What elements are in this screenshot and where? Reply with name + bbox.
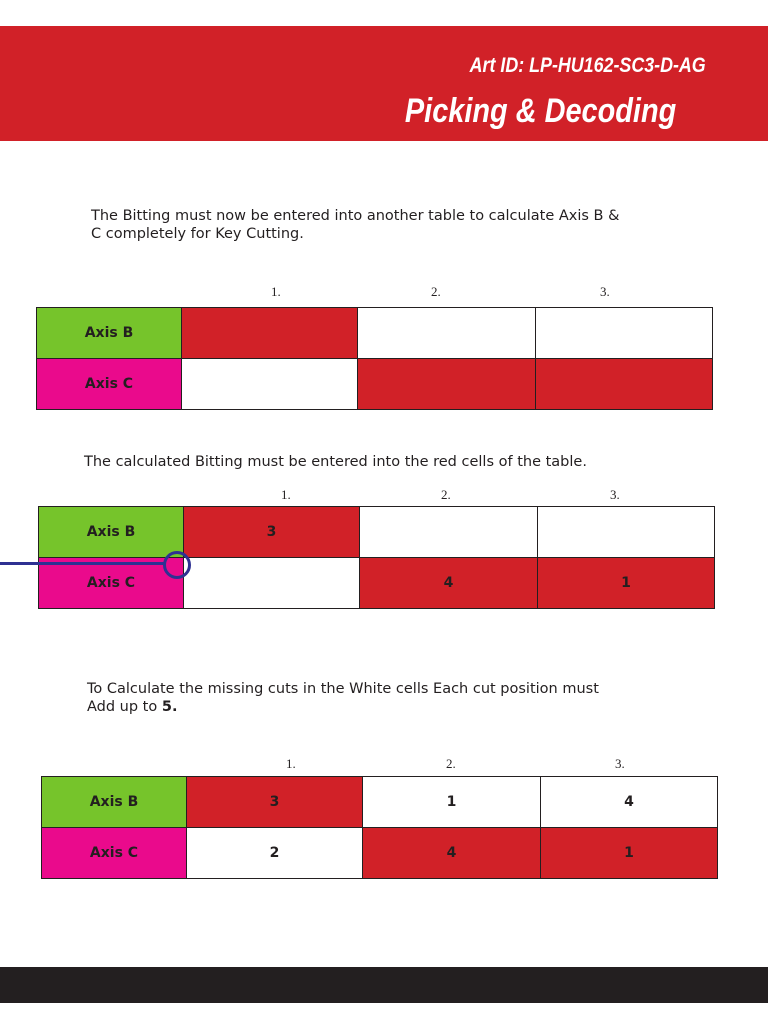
column-number: 3. xyxy=(615,756,625,771)
bitting-cell: 3 xyxy=(184,507,360,558)
column-number: 1. xyxy=(281,487,291,502)
axis-b-label: Axis B xyxy=(39,507,184,558)
middle-paragraph: The calculated Bitting must be entered into the red cells of the table. xyxy=(84,454,587,470)
calc-paragraph-bold: 5. xyxy=(161,699,178,715)
bitting-table-1 xyxy=(36,307,713,410)
bitting-cell: 4 xyxy=(541,777,718,828)
axis-b-label: Axis B xyxy=(37,308,182,359)
intro-paragraph: The Bitting must now be entered into another table to calculate Axis B & C completely for Key Cutting. xyxy=(91,208,620,242)
pointer-line xyxy=(0,562,166,565)
column-number: 3. xyxy=(610,487,620,502)
bitting-cell xyxy=(358,359,536,410)
pointer-circle-icon xyxy=(163,551,191,579)
axis-c-label: Axis C xyxy=(39,558,184,609)
column-number: 2. xyxy=(441,487,451,502)
axis-c-label: Axis C xyxy=(37,359,182,410)
bitting-cell: 1 xyxy=(363,777,541,828)
bitting-cell xyxy=(182,359,358,410)
calc-paragraph-text: To Calculate the missing cuts in the White cells Each cut position must Add up to xyxy=(87,681,599,715)
bitting-cell: 2 xyxy=(187,828,363,879)
bitting-cell xyxy=(536,359,713,410)
axis-b-label: Axis B xyxy=(42,777,187,828)
bitting-cell: 3 xyxy=(187,777,363,828)
column-number: 2. xyxy=(446,756,456,771)
footer-bar xyxy=(0,967,768,1003)
bitting-table-3 xyxy=(41,776,718,879)
bitting-cell: 4 xyxy=(363,828,541,879)
column-numbers-1 xyxy=(0,284,768,300)
bitting-cell: 4 xyxy=(360,558,538,609)
column-numbers-3 xyxy=(0,756,768,772)
column-number: 1. xyxy=(286,756,296,771)
bitting-cell: 1 xyxy=(538,558,715,609)
bitting-cell xyxy=(360,507,538,558)
bitting-table-2 xyxy=(38,506,715,609)
header-banner xyxy=(0,26,768,141)
column-numbers-2 xyxy=(0,487,768,503)
bitting-cell xyxy=(538,507,715,558)
column-number: 1. xyxy=(271,284,281,299)
table-row xyxy=(39,558,715,609)
bitting-cell xyxy=(536,308,713,359)
table-row xyxy=(42,777,718,828)
art-id: Art ID: LP-HU162-SC3-D-AG xyxy=(469,54,706,77)
axis-c-label: Axis C xyxy=(42,828,187,879)
page-title: Picking & Decoding xyxy=(404,92,676,130)
column-number: 2. xyxy=(431,284,441,299)
bitting-cell xyxy=(358,308,536,359)
column-number: 3. xyxy=(600,284,610,299)
table-row xyxy=(39,507,715,558)
bitting-cell: 1 xyxy=(541,828,718,879)
bitting-cell xyxy=(184,558,360,609)
table-row xyxy=(37,308,713,359)
calc-paragraph xyxy=(87,680,607,716)
bitting-cell xyxy=(182,308,358,359)
table-row xyxy=(42,828,718,879)
table-row xyxy=(37,359,713,410)
